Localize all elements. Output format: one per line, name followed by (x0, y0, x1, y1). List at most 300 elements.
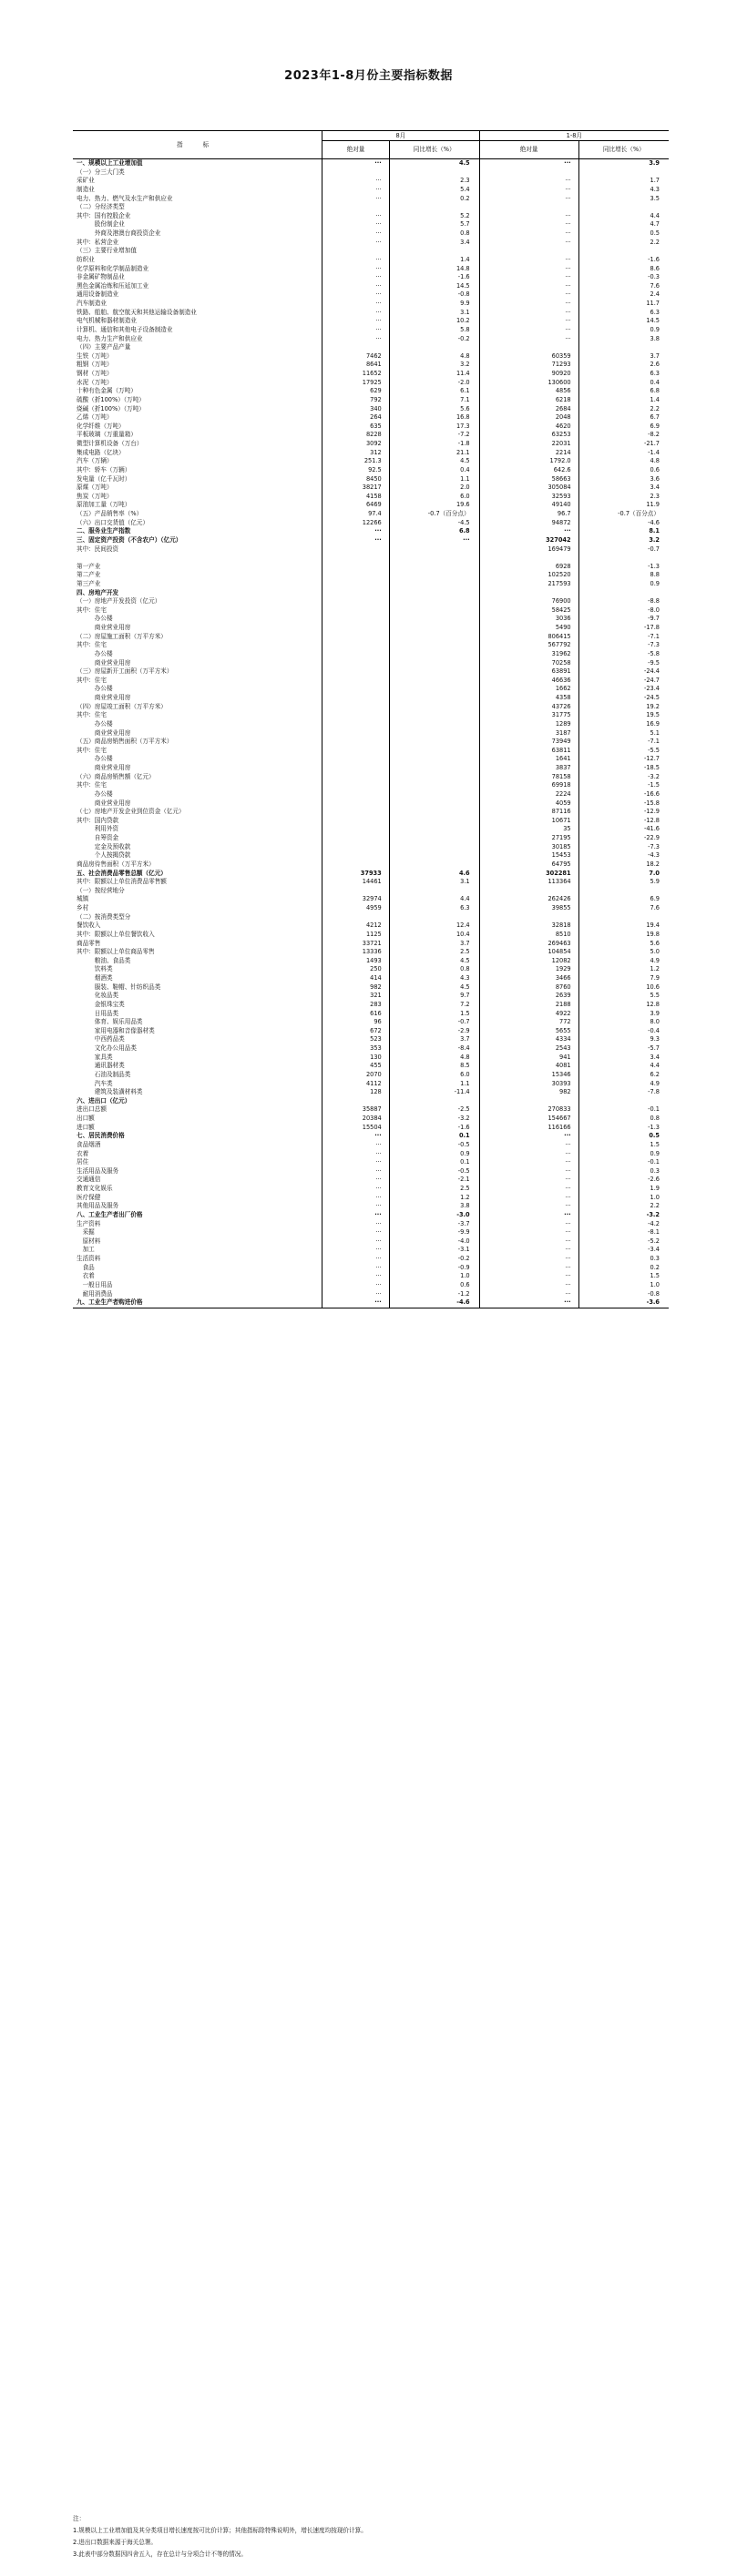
month-yoy-cell: -1.8 (389, 440, 479, 449)
ytd-yoy-cell: 19.4 (578, 921, 669, 931)
table-row (73, 387, 669, 396)
ytd-yoy-cell: 0.5 (578, 229, 669, 239)
table-row (73, 1001, 669, 1010)
month-abs-cell: ··· (322, 290, 390, 300)
ytd-abs-cell: 2048 (479, 413, 578, 423)
table-row (73, 904, 669, 913)
month-abs-cell: 37933 (322, 870, 390, 879)
table-row (73, 965, 669, 974)
ytd-abs-cell: 63811 (479, 747, 578, 756)
table-row (73, 545, 669, 555)
ytd-yoy-cell: 19.8 (578, 931, 669, 940)
ytd-abs-cell: 217593 (479, 580, 578, 589)
ytd-abs-cell: ··· (479, 1220, 578, 1229)
table-row (73, 405, 669, 414)
table-row (73, 1272, 669, 1281)
ytd-yoy-cell (578, 554, 669, 563)
table-row (73, 667, 669, 677)
indicator-cell: 水泥（万吨） (77, 378, 113, 386)
month-yoy-cell (389, 738, 479, 747)
month-abs-cell: 12266 (322, 519, 390, 528)
month-abs-cell (322, 720, 390, 729)
month-yoy-cell: -2.5 (389, 1105, 479, 1115)
indicator-cell: 烧碱（折100%）（万吨） (77, 404, 145, 412)
indicator-cell: 其中：住宅 (77, 676, 107, 684)
table-row (73, 335, 669, 344)
table-header (73, 131, 669, 159)
table-row (73, 168, 669, 178)
table-row (73, 1080, 669, 1089)
month-abs-cell (322, 641, 390, 650)
ytd-yoy-cell: -12.9 (578, 808, 669, 817)
ytd-abs-cell: 4059 (479, 799, 578, 809)
ytd-abs-cell: 806415 (479, 633, 578, 642)
month-abs-cell: 283 (322, 1001, 390, 1010)
table-row (73, 694, 669, 703)
month-abs-cell (322, 168, 390, 178)
month-abs-cell (322, 545, 390, 555)
month-yoy-cell: -0.2 (389, 335, 479, 344)
indicator-cell: 一般日用品 (77, 1280, 113, 1288)
month-abs-cell: 15504 (322, 1124, 390, 1133)
table-row (73, 527, 669, 536)
ytd-yoy-cell: 4.7 (578, 220, 669, 229)
table-row (73, 1228, 669, 1237)
indicator-cell: 衣着 (77, 1149, 89, 1157)
ytd-yoy-cell: 7.6 (578, 282, 669, 291)
indicator-cell: 生铁（万吨） (77, 351, 113, 360)
ytd-abs-cell: ··· (479, 256, 578, 265)
table-row (73, 300, 669, 309)
ytd-yoy-cell: 14.5 (578, 317, 669, 326)
indicator-cell: 石油及制品类 (77, 1070, 131, 1078)
indicator-cell: 文化办公用品类 (77, 1044, 137, 1053)
month-yoy-cell (389, 781, 479, 790)
ytd-abs-cell: 76900 (479, 597, 578, 606)
month-yoy-cell: 0.8 (389, 229, 479, 239)
month-yoy-cell (389, 650, 479, 659)
ytd-yoy-cell: 6.7 (578, 413, 669, 423)
indicator-cell: 食品烟酒 (77, 1140, 101, 1148)
ytd-yoy-cell: 3.8 (578, 335, 669, 344)
indicator-cell: 三、固定资产投资（不含农户）（亿元） (77, 535, 182, 544)
month-abs-cell (322, 589, 390, 598)
month-abs-cell: 8228 (322, 431, 390, 440)
ytd-yoy-cell: -41.6 (578, 825, 669, 834)
ytd-abs-cell: 4922 (479, 1010, 578, 1019)
indicator-cell: 化学原料和化学制品制造业 (77, 264, 149, 272)
table-row (73, 563, 669, 572)
indicator-cell: 十种有色金属（万吨） (77, 387, 137, 395)
table-row (73, 256, 669, 265)
month-yoy-cell: 6.3 (389, 904, 479, 913)
month-yoy-cell: -2.1 (389, 1176, 479, 1185)
ytd-abs-cell: ··· (479, 1211, 578, 1220)
month-abs-cell (322, 659, 390, 668)
month-yoy-cell: 6.1 (389, 387, 479, 396)
table-row (73, 747, 669, 756)
month-yoy-cell: -2.9 (389, 1027, 479, 1036)
month-yoy-cell: 11.4 (389, 370, 479, 379)
month-abs-cell (322, 703, 390, 712)
table-row (73, 957, 669, 966)
month-abs-cell: ··· (322, 159, 390, 168)
ytd-yoy-cell: -7.1 (578, 738, 669, 747)
ytd-yoy-cell: 11.7 (578, 300, 669, 309)
ytd-yoy-cell: -7.3 (578, 843, 669, 852)
table-row (73, 624, 669, 633)
month-abs-cell: 38217 (322, 484, 390, 493)
month-yoy-cell: -0.7（百分点） (389, 510, 479, 519)
month-abs-cell: ··· (322, 265, 390, 274)
month-abs-cell: 264 (322, 413, 390, 423)
indicator-cell: 化妆品类 (77, 992, 119, 1000)
ytd-yoy-cell: -24.7 (578, 677, 669, 686)
month-abs-cell: ··· (322, 317, 390, 326)
ytd-yoy-cell: -1.4 (578, 449, 669, 458)
table-row (73, 1105, 669, 1115)
note-1: 1.规模以上工业增加值及其分类项目增长速度按可比价计算；其他指标除特殊说明外，增长速度均按现价计算。 (73, 2527, 367, 2534)
month-yoy-cell (389, 589, 479, 598)
indicator-cell: 金银珠宝类 (77, 1000, 125, 1008)
indicator-cell: 其中：国内贷款 (77, 816, 119, 824)
indicator-cell: 商业营业用房 (77, 764, 131, 772)
month-yoy-cell: 1.2 (389, 1194, 479, 1203)
month-yoy-cell (389, 843, 479, 852)
ytd-abs-cell: 305084 (479, 484, 578, 493)
ytd-abs-cell: 567792 (479, 641, 578, 650)
ytd-yoy-cell: 3.4 (578, 484, 669, 493)
table-row (73, 1255, 669, 1264)
indicator-cell: 焦炭（万吨） (77, 492, 113, 500)
table-row (73, 887, 669, 896)
table-row (73, 352, 669, 361)
table-row (73, 851, 669, 860)
month-abs-cell (322, 677, 390, 686)
indicator-cell: 汽车类 (77, 1079, 113, 1087)
table-row (73, 773, 669, 782)
month-abs-cell (322, 808, 390, 817)
indicator-cell: 办公楼 (77, 649, 113, 657)
ytd-yoy-cell: -7.3 (578, 641, 669, 650)
ytd-abs-cell: 43726 (479, 703, 578, 712)
ytd-abs-cell: 27195 (479, 834, 578, 843)
month-yoy-cell: -3.2 (389, 1115, 479, 1124)
ytd-abs-cell: 982 (479, 1088, 578, 1097)
ytd-yoy-cell: -0.1 (578, 1105, 669, 1115)
month-abs-cell: 792 (322, 396, 390, 405)
ytd-yoy-cell (578, 913, 669, 922)
indicator-cell: 食品 (77, 1263, 95, 1271)
indicator-cell: （六）商品房销售额（亿元） (77, 772, 155, 780)
table-row (73, 921, 669, 931)
table-row (73, 1010, 669, 1019)
month-abs-cell: 635 (322, 423, 390, 432)
month-yoy-cell: 4.5 (389, 983, 479, 993)
month-yoy-cell (389, 729, 479, 738)
month-yoy-cell: 3.1 (389, 878, 479, 887)
month-yoy-cell: 3.2 (389, 361, 479, 370)
indicator-cell: 建筑及装潢材料类 (77, 1088, 143, 1096)
table-row (73, 1035, 669, 1044)
ytd-yoy-cell: 19.5 (578, 711, 669, 720)
ytd-abs-cell: 1662 (479, 685, 578, 694)
indicator-cell: （五）产品销售率（%） (77, 510, 143, 517)
indicator-cell: 办公楼 (77, 755, 113, 763)
month-yoy-cell (389, 887, 479, 896)
ytd-abs-cell: 2214 (479, 449, 578, 458)
table-row (73, 606, 669, 616)
indicator-cell: （五）商品房销售面积（万平方米） (77, 738, 173, 746)
ytd-yoy-cell: -0.7（百分点） (578, 510, 669, 519)
table-row (73, 396, 669, 405)
indicator-cell: 生活用品及服务 (77, 1166, 119, 1175)
ytd-abs-cell: 113364 (479, 878, 578, 887)
table-row (73, 1298, 669, 1308)
month-yoy-cell: 4.3 (389, 974, 479, 983)
table-row (73, 1176, 669, 1185)
table-row (73, 720, 669, 729)
month-abs-cell: ··· (322, 1264, 390, 1273)
table-row (73, 983, 669, 993)
indicator-cell: 服装、鞋帽、针纺织品类 (77, 983, 161, 991)
month-yoy-cell: 19.6 (389, 501, 479, 510)
table-row (73, 1141, 669, 1150)
month-yoy-cell: 0.9 (389, 1150, 479, 1159)
table-row (73, 466, 669, 475)
indicator-cell: 汽车制造业 (77, 300, 107, 307)
ytd-yoy-cell: -3.6 (578, 1298, 669, 1308)
indicator-cell: 衣着 (77, 1272, 95, 1280)
month-yoy-cell (389, 817, 479, 826)
ytd-yoy-cell: 12.8 (578, 1001, 669, 1010)
ytd-abs-cell: 154667 (479, 1115, 578, 1124)
ytd-yoy-cell: 2.6 (578, 361, 669, 370)
ytd-yoy-cell: -16.6 (578, 790, 669, 799)
month-abs-cell (322, 755, 390, 764)
month-abs-cell: ··· (322, 1237, 390, 1247)
indicator-cell: 纺织业 (77, 255, 95, 263)
ytd-yoy-cell: 4.4 (578, 212, 669, 221)
indicator-cell: 其中：限额以上单位餐饮收入 (77, 930, 155, 938)
month-yoy-cell (389, 203, 479, 212)
month-yoy-cell (389, 720, 479, 729)
ytd-yoy-cell: -8.1 (578, 1228, 669, 1237)
ytd-abs-cell: 4334 (479, 1035, 578, 1044)
month-yoy-cell: 1.1 (389, 1080, 479, 1089)
month-yoy-cell (389, 624, 479, 633)
month-yoy-cell: 16.8 (389, 413, 479, 423)
table-row (73, 1054, 669, 1063)
month-yoy-cell (389, 747, 479, 756)
month-yoy-cell (389, 834, 479, 843)
ytd-yoy-cell: 1.0 (578, 1281, 669, 1290)
table-row (73, 1237, 669, 1247)
ytd-abs-cell: 3187 (479, 729, 578, 738)
indicator-cell: 第二产业 (77, 571, 101, 579)
table-row (73, 659, 669, 668)
ytd-yoy-cell: -5.5 (578, 747, 669, 756)
indicator-cell: 平板玻璃（万重量箱） (77, 431, 137, 439)
table-row (73, 781, 669, 790)
indicator-cell: 商业营业用房 (77, 624, 131, 632)
ytd-abs-cell: ··· (479, 177, 578, 186)
ytd-yoy-cell: 8.0 (578, 1018, 669, 1027)
ytd-yoy-cell: -17.8 (578, 624, 669, 633)
indicator-cell: 利用外资 (77, 825, 119, 833)
indicator-cell: 家用电器和音像器材类 (77, 1026, 155, 1034)
month-abs-cell (322, 633, 390, 642)
month-yoy-cell: 4.5 (389, 957, 479, 966)
ytd-yoy-cell: 3.9 (578, 1010, 669, 1019)
ytd-yoy-cell: -1.6 (578, 256, 669, 265)
table-row (73, 536, 669, 545)
indicator-cell: 办公楼 (77, 615, 113, 623)
month-abs-cell (322, 694, 390, 703)
ytd-abs-cell: 46636 (479, 677, 578, 686)
month-yoy-cell (389, 641, 479, 650)
month-yoy-cell (389, 703, 479, 712)
month-abs-cell (322, 843, 390, 852)
table-row (73, 220, 669, 229)
table-row (73, 1132, 669, 1141)
month-abs-cell (322, 554, 390, 563)
month-yoy-cell: 21.1 (389, 449, 479, 458)
month-abs-cell: ··· (322, 186, 390, 195)
table-row (73, 484, 669, 493)
indicator-cell: 其他用品及服务 (77, 1202, 119, 1210)
month-abs-cell: ··· (322, 527, 390, 536)
month-yoy-cell: 1.1 (389, 475, 479, 484)
month-abs-cell: ··· (322, 1228, 390, 1237)
table-row (73, 1018, 669, 1027)
ytd-yoy-cell: -3.2 (578, 773, 669, 782)
ytd-header: 1-8月 (479, 131, 669, 141)
table-row (73, 282, 669, 291)
indicator-cell: 家具类 (77, 1053, 113, 1061)
table-row (73, 764, 669, 773)
table-row (73, 1281, 669, 1290)
ytd-yoy-cell: 6.9 (578, 423, 669, 432)
table-row (73, 195, 669, 204)
month-abs-cell: 8450 (322, 475, 390, 484)
month-yoy-cell: 12.4 (389, 921, 479, 931)
month-yoy-cell (389, 677, 479, 686)
indicator-cell: 商业营业用房 (77, 728, 131, 737)
ytd-abs-cell: ··· (479, 273, 578, 282)
month-yoy-cell: -7.2 (389, 431, 479, 440)
month-yoy-cell: 0.1 (389, 1158, 479, 1167)
table-row (73, 974, 669, 983)
ytd-abs-cell: 49140 (479, 501, 578, 510)
month-yoy-cell: 2.0 (389, 484, 479, 493)
indicator-cell: 电力、热力生产和供应业 (77, 334, 143, 342)
indicator-cell (73, 554, 322, 563)
indicator-cell: 微型计算机设备（万台） (77, 440, 143, 447)
indicator-cell: 七、居民消费价格 (77, 1132, 125, 1140)
ytd-abs-cell: ··· (479, 1167, 578, 1176)
month-yoy-cell (389, 247, 479, 256)
table-row (73, 1124, 669, 1133)
ytd-yoy-cell: 3.5 (578, 195, 669, 204)
ytd-yoy-cell: -15.8 (578, 799, 669, 809)
month-yoy-cell: 8.5 (389, 1062, 479, 1071)
ytd-abs-cell (479, 247, 578, 256)
ytd-abs-cell: 30393 (479, 1080, 578, 1089)
ytd-abs-cell: ··· (479, 1141, 578, 1150)
indicator-cell: 粗钢（万吨） (77, 361, 113, 369)
ytd-yoy-cell: -9.7 (578, 615, 669, 624)
table-row (73, 755, 669, 764)
month-abs-cell: 20384 (322, 1115, 390, 1124)
table-row (73, 650, 669, 659)
indicator-cell: 交通通信 (77, 1176, 101, 1184)
ytd-yoy-cell: -0.7 (578, 545, 669, 555)
ytd-yoy-cell: 6.2 (578, 1071, 669, 1080)
ytd-yoy-cell: 3.4 (578, 1054, 669, 1063)
month-yoy-cell (389, 633, 479, 642)
ytd-abs-cell: ··· (479, 290, 578, 300)
note-3: 3.此表中部分数据因四舍五入，存在总计与分项合计不等的情况。 (73, 2551, 247, 2558)
indicator-cell: 硫酸（折100%）（万吨） (77, 395, 145, 403)
ytd-abs-cell: 4358 (479, 694, 578, 703)
ytd-abs-cell: ··· (479, 1202, 578, 1211)
indicator-cell: 商业营业用房 (77, 799, 131, 807)
month-yoy-cell (389, 913, 479, 922)
ytd-abs-cell: 69918 (479, 781, 578, 790)
ytd-yoy-cell: 0.5 (578, 1132, 669, 1141)
ytd-abs-cell: 1641 (479, 755, 578, 764)
indicator-cell: 四、房地产开发 (77, 588, 119, 596)
month-abs-cell: ··· (322, 1158, 390, 1167)
indicator-cell: 其中：轿车（万辆） (77, 465, 131, 473)
month-yoy-cell: -0.5 (389, 1167, 479, 1176)
ytd-abs-cell: 6218 (479, 396, 578, 405)
ytd-abs-cell: ··· (479, 1246, 578, 1255)
indicator-cell: 商业营业用房 (77, 658, 131, 667)
indicator-cell: 定金及预收款 (77, 842, 131, 850)
indicator-cell: 商业营业用房 (77, 694, 131, 702)
indicator-cell: 发电量（亿千瓦时） (77, 474, 131, 483)
ytd-yoy-cell: 11.9 (578, 501, 669, 510)
table-row (73, 1097, 669, 1106)
month-abs-header: 绝对量 (322, 141, 390, 159)
month-abs-cell: ··· (322, 1220, 390, 1229)
ytd-abs-cell: 58663 (479, 475, 578, 484)
month-abs-cell: ··· (322, 1194, 390, 1203)
indicator-cell: 制造业 (77, 185, 95, 193)
month-abs-cell: 4158 (322, 493, 390, 502)
ytd-abs-cell: 1792.0 (479, 457, 578, 466)
ytd-yoy-header: 同比增长（%） (578, 141, 669, 159)
table-row (73, 177, 669, 186)
month-yoy-cell (389, 343, 479, 352)
ytd-abs-header: 绝对量 (479, 141, 578, 159)
table-row (73, 580, 669, 589)
table-row (73, 309, 669, 318)
indicator-cell: （四）房屋竣工面积（万平方米） (77, 702, 167, 710)
ytd-abs-cell: ··· (479, 1290, 578, 1299)
ytd-abs-cell: 262426 (479, 895, 578, 904)
table-row (73, 1211, 669, 1220)
ytd-yoy-cell: 0.9 (578, 326, 669, 335)
month-abs-cell: ··· (322, 536, 390, 545)
month-yoy-cell: 2.3 (389, 177, 479, 186)
month-yoy-cell: -3.0 (389, 1211, 479, 1220)
month-yoy-cell (389, 764, 479, 773)
table-row (73, 729, 669, 738)
month-yoy-cell: 5.7 (389, 220, 479, 229)
